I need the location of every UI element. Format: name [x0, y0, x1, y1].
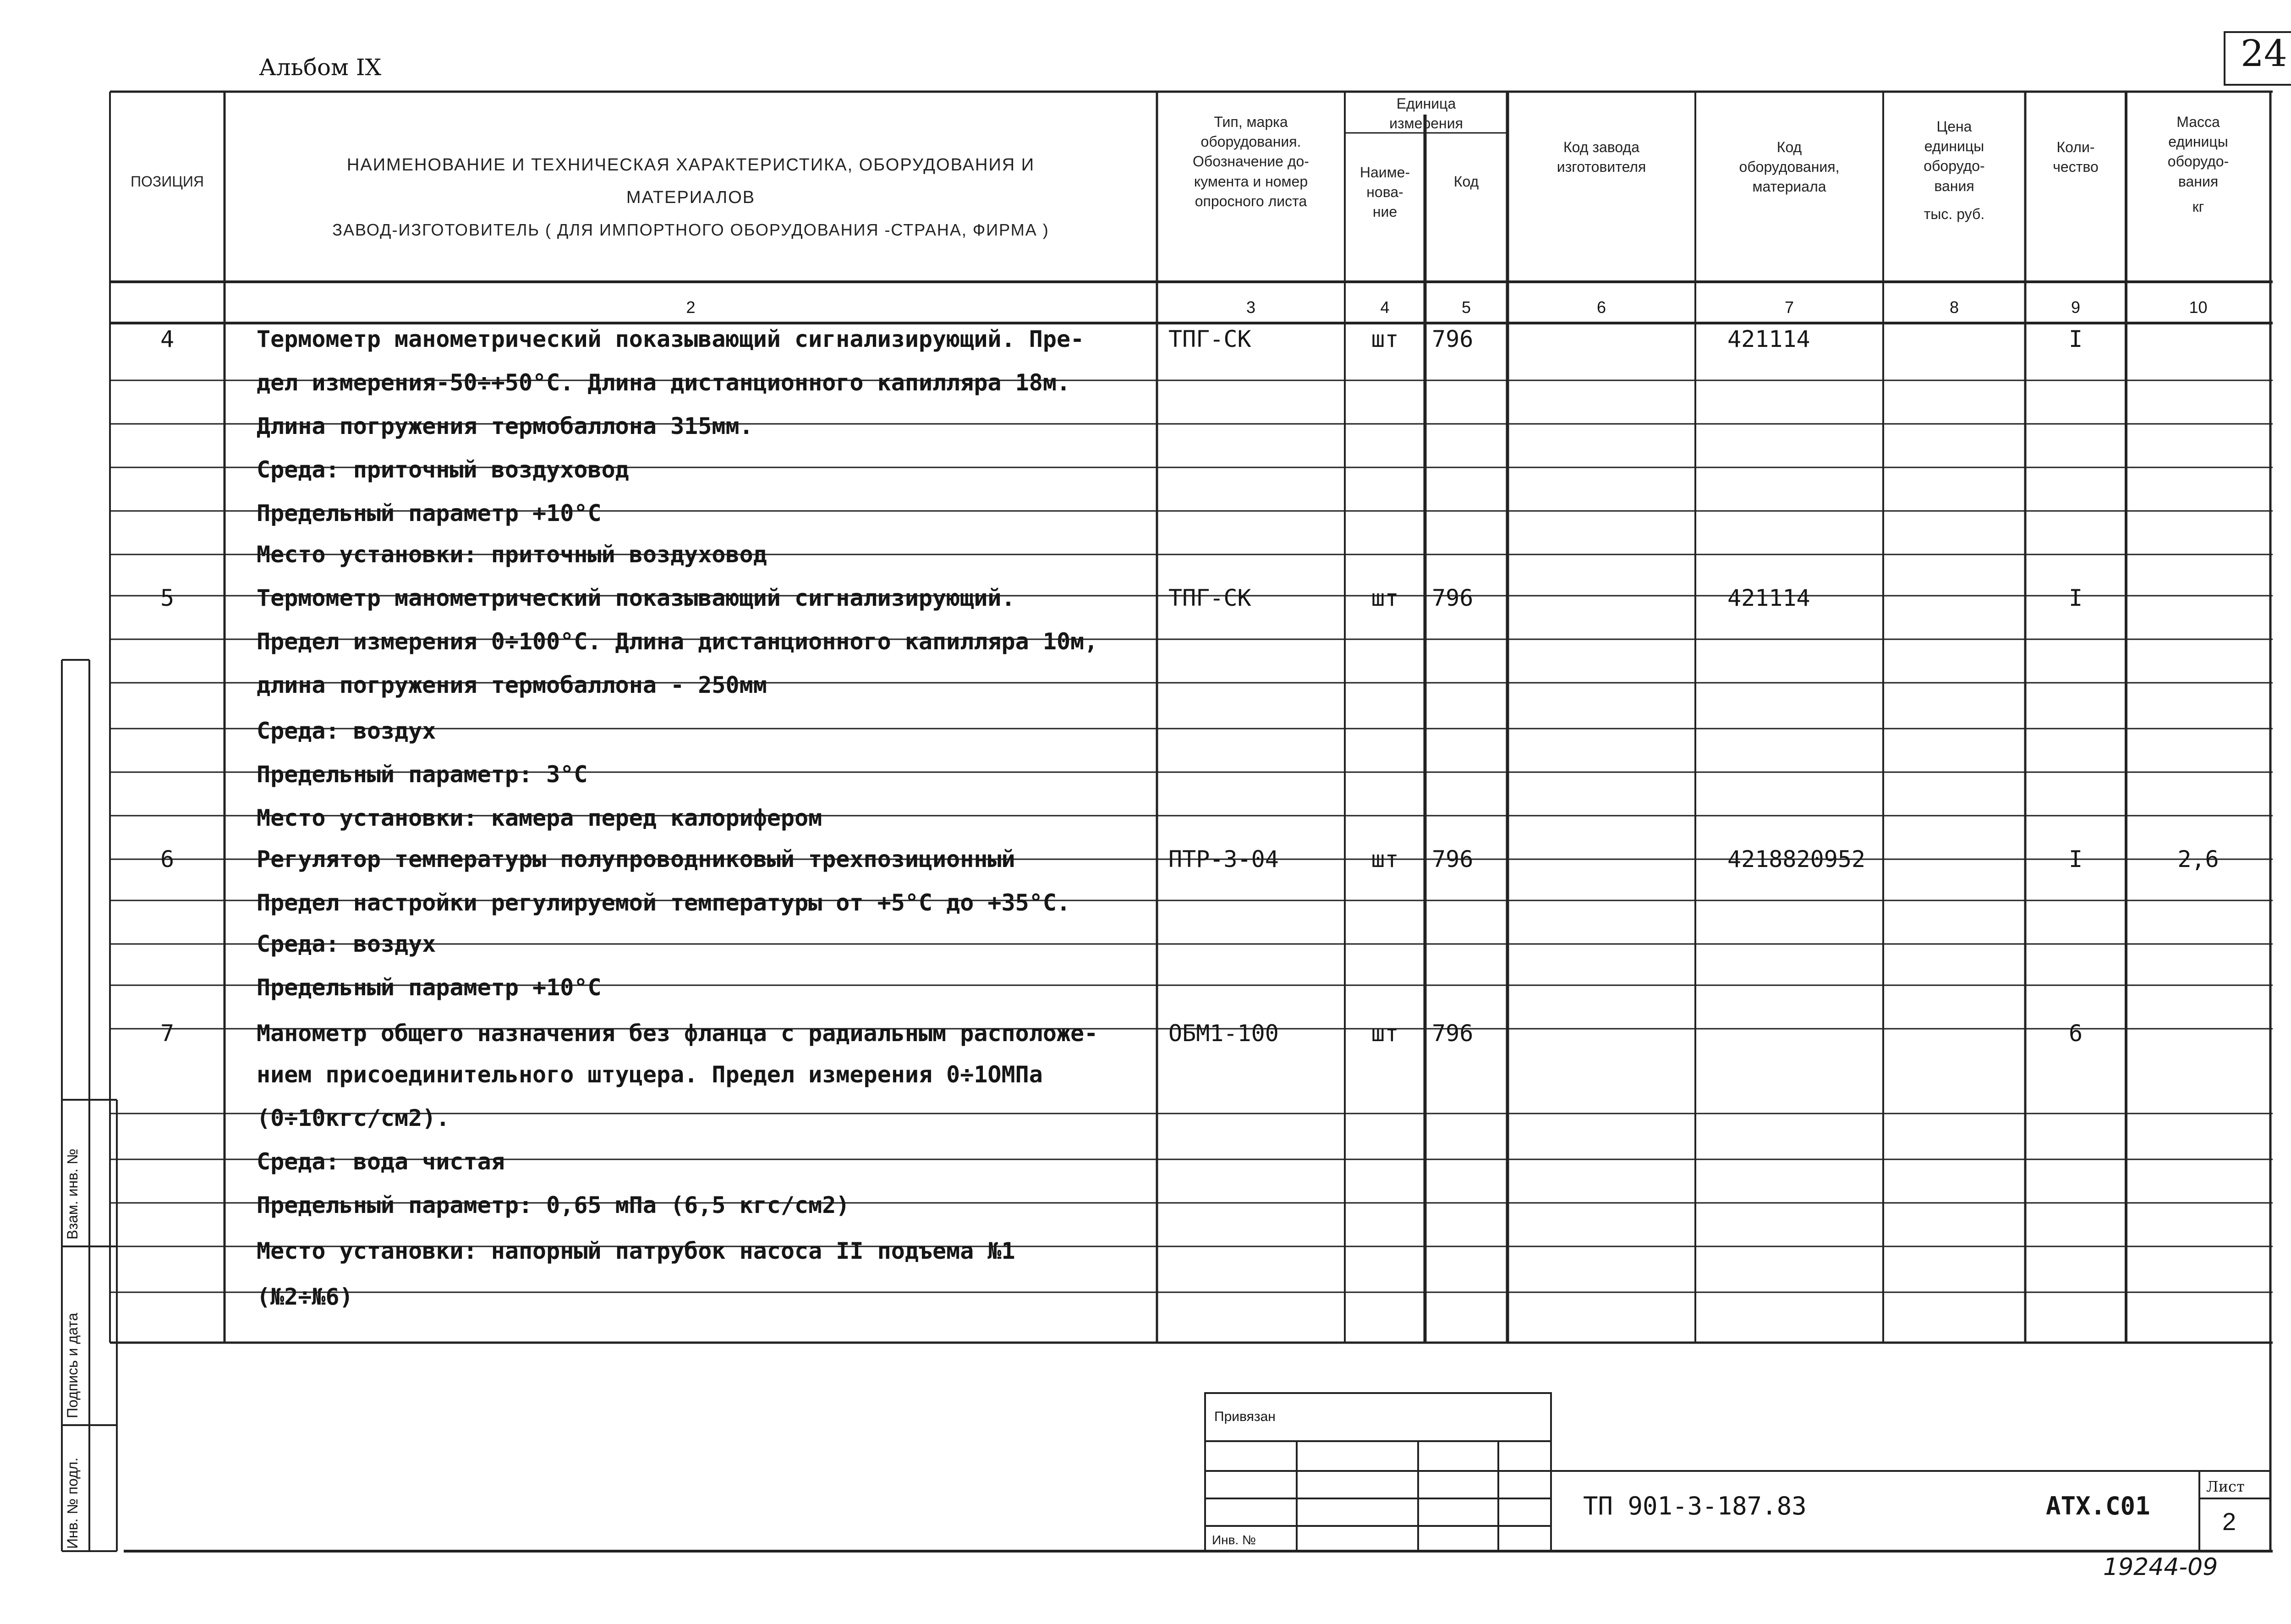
header-type-line: Обозначение до-	[1193, 153, 1309, 170]
description-cell: длина погружения термобаллона - 250мм	[257, 672, 767, 698]
header-equip-line: материала	[1752, 178, 1826, 195]
position-cell: 5	[160, 585, 175, 611]
equipment-code-cell: 421114	[1727, 585, 1810, 611]
description-cell: Среда: воздух	[257, 931, 436, 957]
header-price-line: единицы	[1924, 138, 1984, 155]
side-label-inv-original: Инв. № подл.	[64, 1457, 81, 1549]
description-cell: Термометр манометрический показывающий сигнализирующий.	[257, 585, 1015, 611]
album-label: Альбом IX	[259, 54, 382, 81]
description-cell: Регулятор температуры полупроводниковый трехпозиционный	[257, 846, 1015, 872]
description-cell: (№2÷№6)	[257, 1284, 353, 1310]
description-cell: дел измерения-50÷+50°С. Длина дистанционного капилляра 18м.	[257, 369, 1071, 396]
header-unit-code: Код	[1453, 173, 1479, 190]
description-cell: Манометр общего назначения без фланца с радиальным расположе-	[257, 1020, 1098, 1047]
header-type-line: Тип, марка	[1214, 114, 1288, 130]
title-block-privyazan: Привязан	[1214, 1409, 1276, 1424]
description-cell: Место установки: камера перед калорифером	[257, 805, 822, 831]
unit-cell: шт	[1371, 326, 1399, 352]
header-mass-line: вания	[2178, 173, 2219, 190]
sheet-code: АТХ.С01	[2046, 1492, 2150, 1520]
equipment-code-cell: 421114	[1727, 326, 1810, 352]
header-price-line: тыс. руб.	[1924, 205, 1985, 222]
col-number: 7	[1784, 298, 1794, 317]
col-number: 8	[1949, 298, 1959, 317]
header-name	[225, 154, 1157, 241]
header-qty	[2025, 137, 2126, 177]
description-cell: (0÷10кгс/см2).	[257, 1105, 450, 1131]
col-number: 3	[1246, 298, 1256, 317]
description-cell: Длина погружения термобаллона 315мм.	[257, 413, 753, 439]
header-type-line: опросного листа	[1195, 192, 1307, 209]
col-number: 2	[686, 298, 696, 317]
col-number: 4	[1380, 298, 1390, 317]
quantity-cell: I	[2068, 326, 2083, 352]
quantity-cell: I	[2068, 846, 2083, 872]
position-cell: 6	[160, 846, 175, 872]
description-cell: Среда: воздух	[257, 718, 436, 744]
col-number: 5	[1461, 298, 1471, 317]
header-unit-line: Единица	[1396, 95, 1456, 112]
header-type	[1157, 112, 1345, 211]
col-number: 6	[1596, 298, 1606, 317]
type-cell: ТПГ-СК	[1168, 326, 1251, 352]
corner-box	[2225, 32, 2291, 85]
header-equip-line: Код	[1776, 139, 1802, 155]
header-qty-line: Коли-	[2056, 139, 2095, 155]
document-designation: ТП 901-3-187.83	[1583, 1492, 1807, 1520]
description-cell: Среда: приточный воздуховод	[257, 456, 629, 483]
type-cell: ОБМ1-100	[1168, 1020, 1279, 1047]
header-name-line2: МАТЕРИАЛОВ	[626, 188, 756, 208]
unit-code-cell: 796	[1432, 326, 1474, 352]
header-unit	[1345, 94, 1507, 133]
header-mass-line: единицы	[2168, 133, 2228, 150]
type-cell: ТПГ-СК	[1168, 585, 1251, 611]
col-number: 10	[2189, 298, 2208, 317]
header-equip-line: оборудования,	[1739, 159, 1840, 176]
description-cell: Место установки: напорный патрубок насоса II подъема №1	[257, 1238, 1015, 1264]
header-price	[1883, 117, 2025, 224]
mass-cell: 2,6	[2177, 846, 2219, 872]
header-mass-line: кг	[2192, 198, 2204, 215]
unit-cell: шт	[1371, 1020, 1399, 1047]
unit-code-cell: 796	[1432, 585, 1474, 611]
unit-cell: шт	[1371, 585, 1399, 611]
description-cell: Предел измерения 0÷100°С. Длина дистанционного капилляра 10м,	[257, 628, 1098, 655]
description-cell: Предельный параметр: 0,65 мПа (6,5 кгс/см2)	[257, 1192, 850, 1218]
header-equip-code	[1695, 137, 1883, 197]
sheet-label: Лист	[2206, 1478, 2245, 1495]
header-position: ПОЗИЦИЯ	[131, 173, 204, 190]
header-mass-line: Масса	[2176, 114, 2220, 130]
header-price-line: Цена	[1936, 118, 1972, 135]
position-cell: 7	[160, 1020, 175, 1047]
description-cell: Предел настройки регулируемой температуры от +5°С до +35°С.	[257, 889, 1071, 916]
header-type-line: кумента и номер	[1194, 173, 1308, 190]
header-unit-name-line: нова-	[1366, 184, 1403, 201]
quantity-cell: 6	[2068, 1020, 2083, 1047]
header-price-line: оборудо-	[1924, 158, 1985, 175]
header-factory-code	[1507, 137, 1695, 177]
header-name-line3: ЗАВОД-ИЗГОТОВИТЕЛЬ ( ДЛЯ ИМПОРТНОГО ОБОРУДОВАНИЯ -СТРАНА, ФИРМА )	[332, 220, 1049, 239]
position-cell: 4	[160, 326, 175, 352]
description-cell: Место установки: приточный воздуховод	[257, 541, 767, 568]
unit-cell: шт	[1371, 846, 1399, 872]
description-cell: Среда: вода чистая	[257, 1148, 505, 1175]
header-mass-line: оборудо-	[2167, 153, 2229, 170]
header-unit-name-line: ние	[1372, 203, 1398, 220]
quantity-cell: I	[2068, 585, 2083, 611]
description-cell: Предельный параметр +10°С	[257, 974, 602, 1001]
type-cell: ПТР-3-04	[1168, 846, 1279, 872]
side-label-replace-inv: Взам. инв. №	[64, 1148, 81, 1240]
header-factory-line: изготовителя	[1557, 159, 1646, 176]
header-price-line: вания	[1934, 177, 1974, 194]
unit-code-cell: 796	[1432, 1020, 1474, 1047]
col-number: 9	[2071, 298, 2081, 317]
side-label-signature-date: Подпись и дата	[64, 1312, 81, 1418]
description-cell: Предельный параметр: 3°С	[257, 761, 588, 788]
header-unit-name	[1345, 163, 1425, 222]
equipment-code-cell: 4218820952	[1727, 846, 1866, 872]
description-cell: Предельный параметр +10°С	[257, 500, 602, 527]
page-corner-number: 24	[2241, 32, 2287, 75]
title-block-inv-no: Инв. №	[1212, 1533, 1256, 1547]
description-cell: Термометр манометрический показывающий сигнализирующий. Пре-	[257, 326, 1085, 352]
header-factory-line: Код завода	[1563, 139, 1639, 155]
header-name-line1: НАИМЕНОВАНИЕ И ТЕХНИЧЕСКАЯ ХАРАКТЕРИСТИКА, ОБОРУДОВАНИЯ И	[346, 155, 1035, 175]
header-qty-line: чество	[2053, 159, 2099, 176]
header-unit-name-line: Наиме-	[1359, 164, 1410, 181]
sheet-number: 2	[2222, 1508, 2236, 1536]
header-unit-line: измерения	[1389, 115, 1463, 132]
archive-stamp-number: 19244-09	[2103, 1553, 2218, 1581]
unit-code-cell: 796	[1432, 846, 1474, 872]
description-cell: нием присоединительного штуцера. Предел измерения 0÷1ОМПа	[257, 1061, 1043, 1088]
header-type-line: оборудования.	[1200, 133, 1301, 150]
header-mass	[2126, 112, 2270, 217]
